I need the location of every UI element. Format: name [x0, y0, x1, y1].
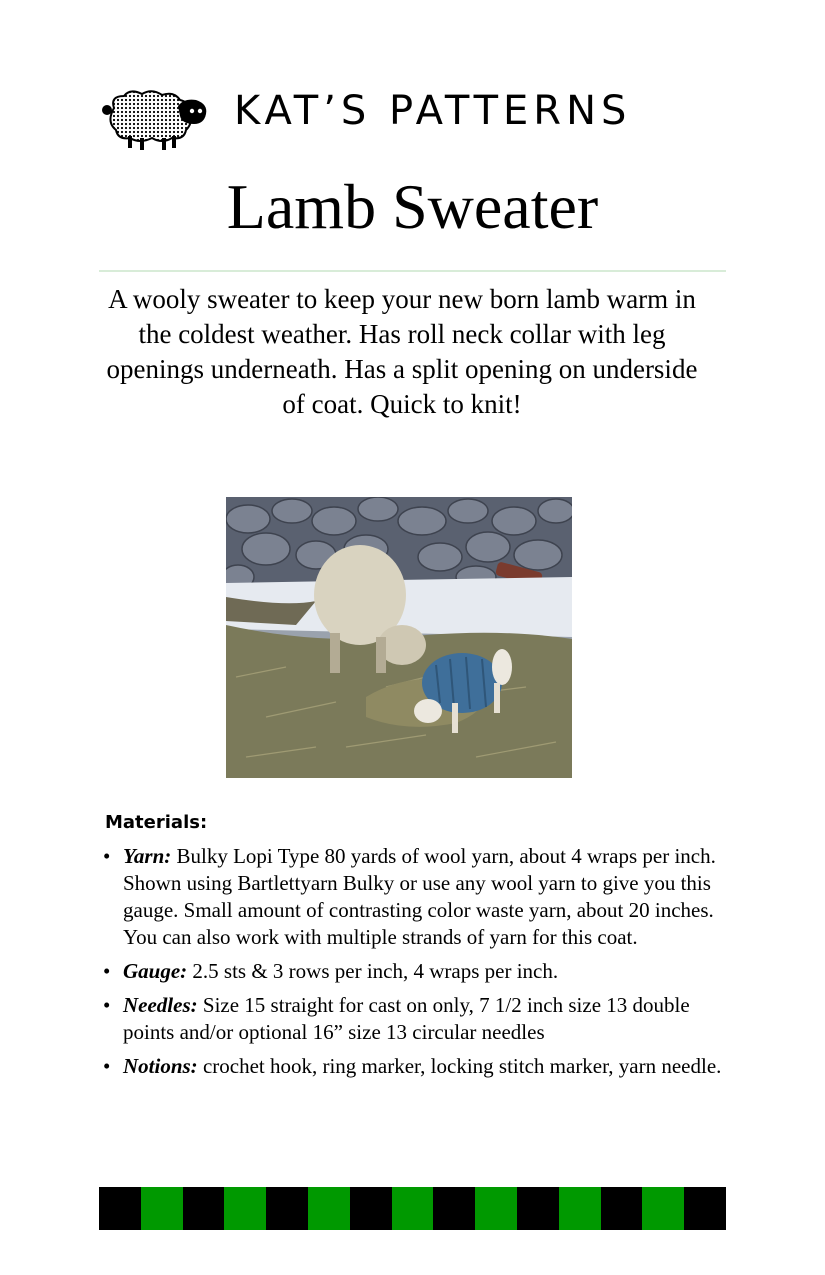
materials-list [103, 843, 725, 1087]
item-text: 2.5 sts & 3 rows per inch, 4 wraps per inch. [187, 959, 559, 983]
item-label: Gauge: [123, 959, 188, 983]
item-text: Bulky Lopi Type 80 yards of wool yarn, about 4 wraps per inch. Shown using Bartlettyarn Bulky or use any wool yarn to give you this gauge. Small amount of contrasting color waste yarn, about 20 inches. You can also work with multiple strands of yarn for this coat. [123, 844, 716, 949]
stripe-segment [99, 1187, 141, 1230]
stripe-segment [183, 1187, 225, 1230]
list-item [103, 843, 725, 951]
lamb-photo [226, 497, 572, 778]
stripe-segment [308, 1187, 350, 1230]
stripe-segment [350, 1187, 392, 1230]
list-item [103, 958, 725, 985]
divider [99, 270, 726, 272]
stripe-segment [517, 1187, 559, 1230]
header [100, 82, 710, 152]
description: A wooly sweater to keep your new born lamb warm in the coldest weather. Has roll neck collar with leg openings underneath. Has a split opening on underside of coat. Quick to knit! [106, 284, 698, 419]
stripe-segment [141, 1187, 183, 1230]
stripe-segment [642, 1187, 684, 1230]
stripe-segment [684, 1187, 726, 1230]
materials-heading: Materials: [105, 812, 208, 833]
item-text: crochet hook, ring marker, locking stitch marker, yarn needle. [197, 1054, 722, 1078]
stripe-segment [559, 1187, 601, 1230]
item-label: Notions: [123, 1054, 198, 1078]
list-item [103, 992, 725, 1046]
footer-stripe [99, 1187, 726, 1230]
sheep-logo-icon [100, 86, 212, 152]
item-label: Needles: [123, 993, 198, 1017]
item-label: Yarn: [123, 844, 172, 868]
stripe-segment [601, 1187, 643, 1230]
page-title: Lamb Sweater [226, 171, 599, 242]
list-item [103, 1053, 725, 1080]
stripe-segment [475, 1187, 517, 1230]
stripe-segment [392, 1187, 434, 1230]
stripe-segment [266, 1187, 308, 1230]
item-text: Size 15 straight for cast on only, 7 1/2 inch size 13 double points and/or optional 16” size 13 circular needles [123, 993, 690, 1044]
brand-name: KAT’S PATTERNS [234, 88, 632, 134]
stripe-segment [224, 1187, 266, 1230]
stripe-segment [433, 1187, 475, 1230]
